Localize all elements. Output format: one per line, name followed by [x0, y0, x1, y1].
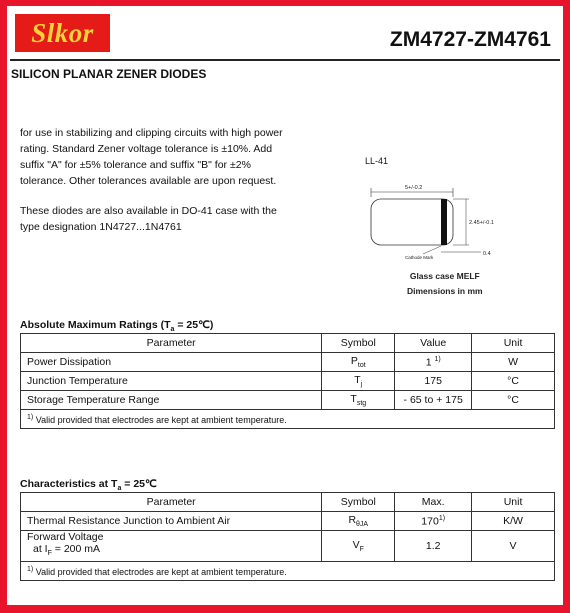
table-row: Forward Voltage at $I_F = 200$ mA $V_F$ 1.2 V: [21, 531, 555, 562]
length-dimension-label: 5+/-0.2: [405, 185, 423, 191]
header-parameter: Parameter: [21, 334, 322, 353]
header-unit: Unit: [472, 493, 555, 512]
table-header-row: [21, 493, 555, 512]
description: [20, 125, 292, 249]
brand-logo: Slkor: [15, 14, 110, 52]
table-row: Power Dissipation $P_{tot}$ 1 $^{1)}$ W: [21, 353, 555, 372]
table-row: Junction Temperature $T_j$ 175 °C: [21, 372, 555, 391]
table-row: Storage Temperature Range $T_{stg}$ - 65 to + 175 °C: [21, 391, 555, 410]
header-symbol: Symbol: [322, 334, 395, 353]
header-value: Value: [395, 334, 472, 353]
header-divider: [10, 59, 560, 61]
header-parameter: Parameter: [21, 493, 322, 512]
header-unit: Unit: [472, 334, 555, 353]
case-note: Glass case MELF: [409, 271, 480, 281]
table-header-row: [21, 334, 555, 353]
table-note-row: $^{1)}$ Valid provided that electrodes are kept at ambient temperature.: [21, 562, 555, 581]
characteristics-title: Characteristics at $T_a$ = 25℃: [20, 478, 157, 493]
package-outline-drawing: [355, 174, 535, 269]
datasheet-page: [7, 6, 563, 605]
header-symbol: Symbol: [322, 493, 395, 512]
package-name: LL-41: [365, 156, 389, 166]
diameter-dimension-label: 2.45+/-0.1: [469, 220, 494, 226]
table-row: Thermal Resistance Junction to Ambient Air $R_{\theta JA}$ 170$^{1)}$ K/W: [21, 512, 555, 531]
cathode-band: [441, 199, 447, 245]
part-number-title: ZM4727-ZM4761: [389, 28, 551, 51]
band-dimension-label: 0.4: [483, 251, 491, 257]
product-subtitle: SILICON PLANAR ZENER DIODES: [11, 67, 207, 81]
characteristics-table: [20, 492, 555, 581]
table-note-row: $^{1)}$ Valid provided that electrodes are kept at ambient temperature.: [21, 410, 555, 429]
abs-max-table: [20, 333, 555, 429]
description-paragraph-1: for use in stabilizing and clipping circuits with high power rating. Standard Zener voltage tolerance is ±10%. Add suffix "A" for ±5% tolerance and suffix "B" for ±2% tolerance. Other tolerances available are upon request.: [20, 127, 283, 187]
dimensions-note: Dimensions in mm: [407, 286, 483, 296]
package-notes: [407, 269, 483, 299]
cathode-mark-label: Cathode Mark: [405, 255, 434, 260]
abs-max-title: Absolute Maximum Ratings ($T_a$ = 25℃): [20, 319, 214, 334]
header-max: Max.: [395, 493, 472, 512]
description-paragraph-2: These diodes are also available in DO-41 case with the type designation 1N4727...1N4761: [20, 205, 277, 233]
